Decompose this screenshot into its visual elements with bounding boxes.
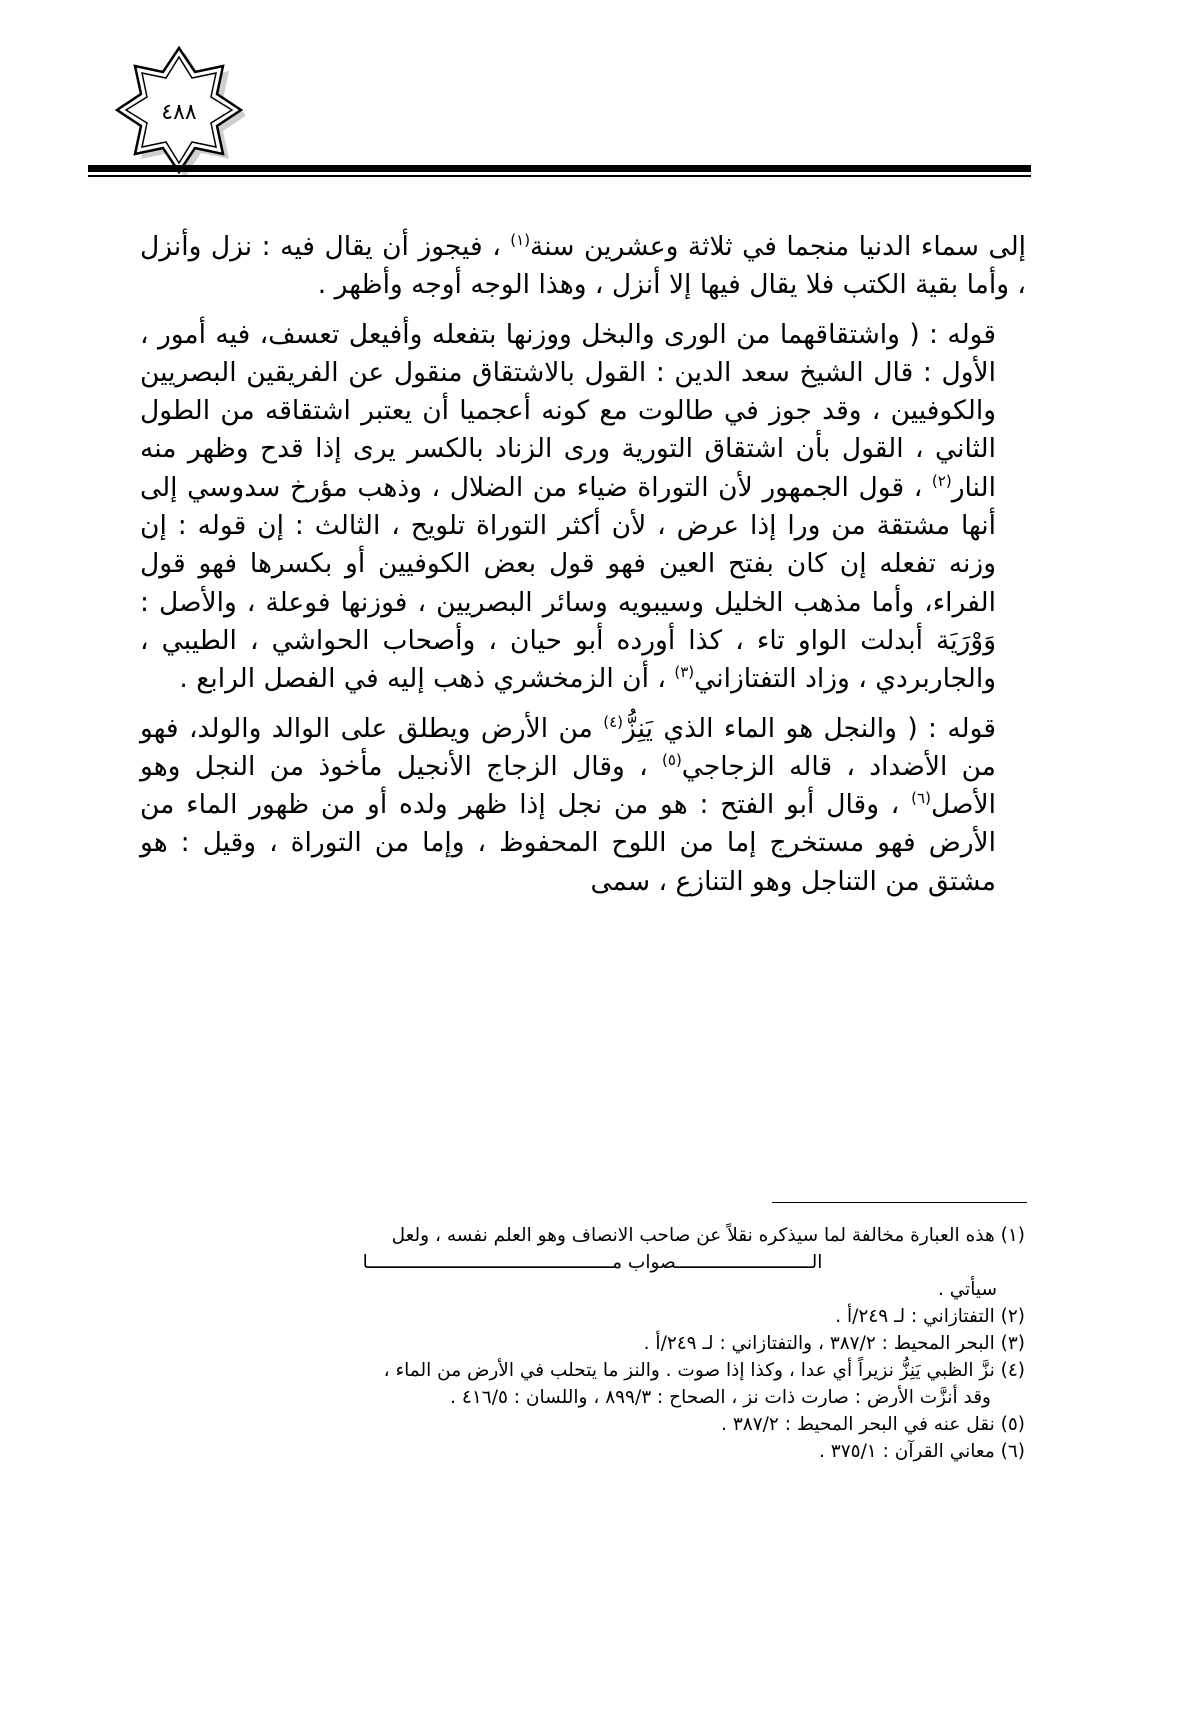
footnote-ref-6: (٦) <box>911 789 931 808</box>
footnote-3: (٣) البحر المحيط : ٣٨٧/٢ ، والتفتازاني : لـ ٢٤٩/أ . <box>643 1333 1025 1354</box>
footnote-ref-3: (٣) <box>674 663 695 682</box>
footnote-4-line-a: (٤) نزَّ الظبي يَنِزُّ نزيراً أي عدا ، وكذا إذا صوت . والنز ما يتحلب في الأرض من الماء ، <box>383 1360 1025 1381</box>
paragraph-3-text-b: من الأرض ويطلق على الوالد والولد، فهو من الأضداد ، قاله الزجاجي <box>140 712 996 782</box>
paragraph-2-text-a: قوله : ( واشتقاقهما من الورى والبخل ووزنها بتفعله وأفيعل تعسف، فيه أمور ، الأول : قال الشيخ سعد الدين : القول بالاشتقاق منقول عن الفريقين البصريين والكوفيين ، وقد جوز في طالوت مع كونه أعجميا أن يعتبر اشتقاقه من الطول الثاني ، القول بأن اشتقاق التورية ورى الزناد بالكسر يرى إذا قدح وظهر منه النار <box>140 318 996 503</box>
paragraph-1-text: إلى سماء الدنيا منجما في ثلاثة وعشرين سنة <box>530 231 1027 262</box>
footnote-ref-4: (٤) <box>603 712 624 731</box>
footnote-ref-2: (٢) <box>931 471 952 490</box>
footnote-2: (٢) التفتازاني : لـ ٢٤٩/أ . <box>835 1306 1025 1327</box>
header-rule-thick <box>88 165 1031 172</box>
paragraph-3-text-d: ، وقال أبو الفتح : هو من نجل إذا ظهر ولده أو من ظهور الماء من الأرض فهو مستخرج إما من اللوح المحفوظ ، وإما من التوراة ، وقيل : هو مشتق من التناجل وهو التنازع ، سمى <box>140 789 996 897</box>
paragraph-2-text-b: ، قول الجمهور لأن التوراة ضياء من الضلال ، وذهب مؤرخ سدوسي إلى أنها مشتقة من ورا إذا عرض ، لأن أكثر التوراة تلويح ، الثالث : إن قوله : إن وزنه تفعله إن كان بفتح العين فهو قول بعض الكوفيين أو بكسرها فهو قول الفراء، وأما مذهب الخليل وسيبويه وسائر البصريين ، فوزنها فوعلة ، والأصل : وَوْرَيَة أبدلت الواو تاء ، كذا أورده أبو حيان ، وأصحاب الحواشي ، الطيبي ، والجاربردي ، وزاد التفتازاني <box>140 471 996 695</box>
paragraph-1 <box>140 228 1026 305</box>
footnote-ref-5: (٥) <box>662 751 682 770</box>
main-text <box>140 228 1026 901</box>
footnotes <box>140 1222 1025 1465</box>
footnote-5: (٥) نقل عنه في البحر المحيط : ٣٨٧/٢ . <box>721 1414 1025 1435</box>
paragraph-3 <box>140 710 1026 901</box>
paragraph-3-text-a: قوله : ( والنجل هو الماء الذي يَنِزُّ <box>623 712 996 744</box>
footnote-1-line-b: الـــــــــــــــــــــــــصواب مـــــــــــــــــــــــــــــــــــــــــــــا <box>362 1252 823 1273</box>
page-number-badge <box>105 42 245 182</box>
footnote-4-line-b: وقد أنزَّت الأرض : صارت ذات نز ، الصحاح : ٨٩٩/٣ ، واللسان : ٤١٦/٥ . <box>450 1387 991 1408</box>
paragraph-3-text-c: ، وقال الزجاج الأنجيل مأخوذ من النجل وهو الأصل <box>140 750 996 821</box>
paragraph-2 <box>140 316 1026 699</box>
footnote-1-line-a: (١) هذه العبارة مخالفة لما سيذكره نقلاً عن صاحب الانصاف وهو العلم نفسه ، ولعل <box>391 1225 1025 1246</box>
header-rule-thin <box>88 175 1031 177</box>
footnote-6: (٦) معاني القرآن : ٣٧٥/١ . <box>819 1441 1025 1462</box>
footnote-1-line-c: سيأتي . <box>937 1279 997 1300</box>
footnote-ref-1: (١) <box>510 231 531 250</box>
page-number: ٤٨٨ <box>161 99 197 125</box>
paragraph-2-text-c: ، أن الزمخشري ذهب إليه في الفصل الرابع . <box>179 663 675 695</box>
footnote-separator <box>772 1202 1027 1203</box>
paragraph-1-rest: ، فيجوز أن يقال فيه : نزل وأنزل ، وأما بقية الكتب فلا يقال فيها إلا أنزل ، وهذا الوجه أوجه وأظهر . <box>140 231 1026 301</box>
